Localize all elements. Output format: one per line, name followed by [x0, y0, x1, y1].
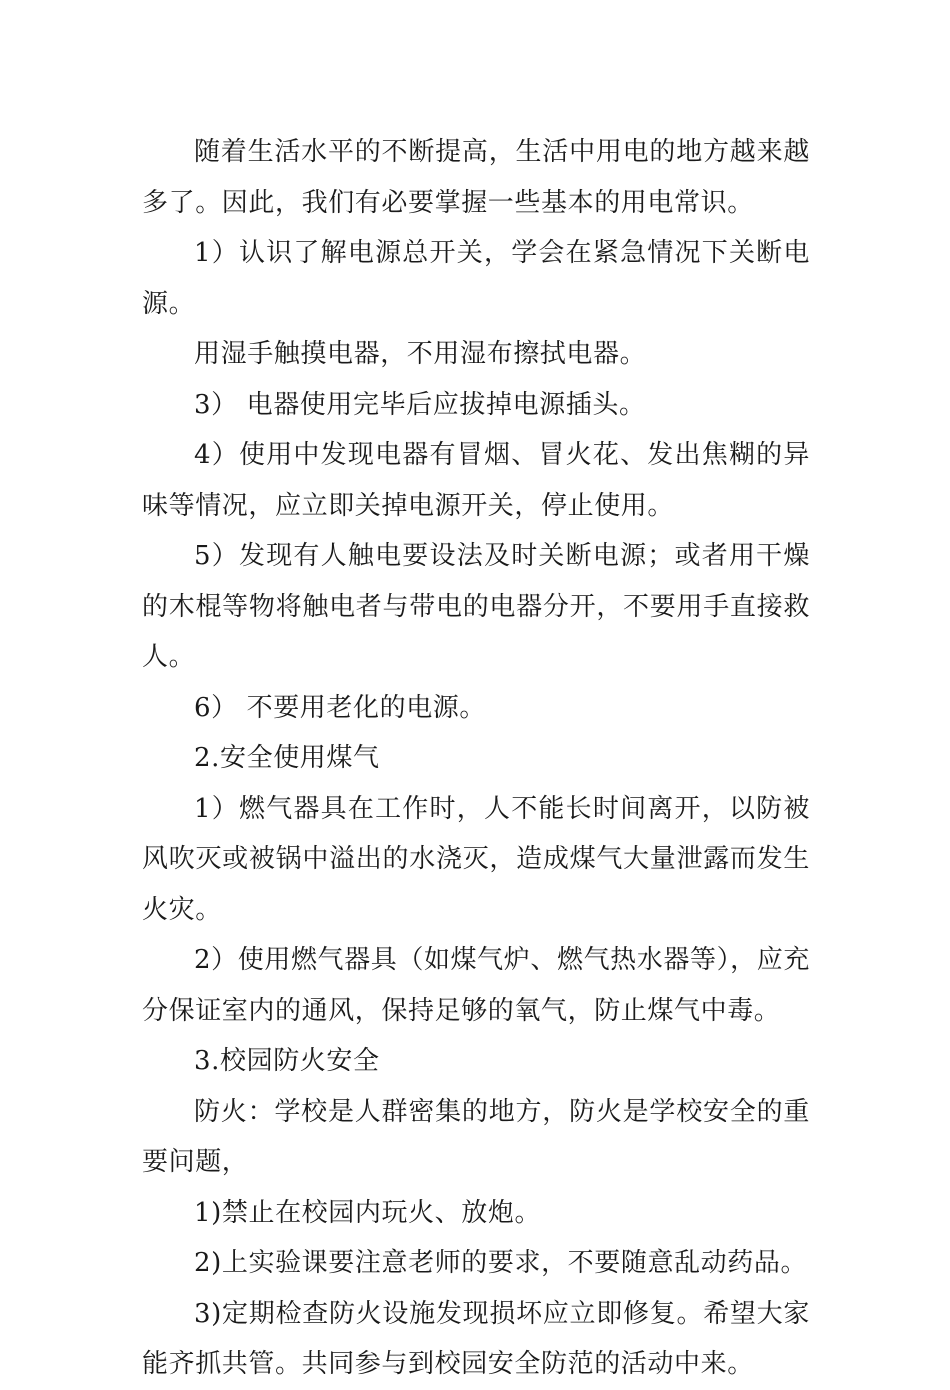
paragraph-intro: 随着生活水平的不断提高，生活中用电的地方越来越多了。因此，我们有必要掌握一些基本的用电常识。 [142, 137, 810, 218]
paragraph-electric-item-6: 6） 不要用老化的电源。 [194, 692, 487, 723]
paragraph-electric-item-1: 1）认识了解电源总开关，学会在紧急情况下关断电源。 [142, 238, 810, 319]
paragraph-electric-item-5: 5）发现有人触电要设法及时关断电源；或者用干燥的木棍等物将触电者与带电的电器分开，不要用手直接救人。 [142, 541, 810, 672]
section-heading-gas-safety: 2.安全使用煤气 [194, 743, 380, 773]
paragraph-fire-item-1: 1)禁止在校园内玩火、放炮。 [194, 1197, 542, 1228]
paragraph-electric-item-2: 用湿手触摸电器，不用湿布擦拭电器。 [194, 339, 647, 369]
paragraph-fire-intro: 防火：学校是人群密集的地方，防火是学校安全的重要问题， [142, 1096, 810, 1177]
paragraph-gas-item-2: 2）使用燃气器具（如煤气炉、燃气热水器等），应充分保证室内的通风，保持足够的氧气，防止煤气中毒。 [142, 945, 810, 1026]
paragraph-fire-item-2: 2)上实验课要注意老师的要求，不要随意乱动药品。 [194, 1248, 808, 1278]
paragraph-fire-item-3: 3)定期检查防火设施发现损坏应立即修复。希望大家能齐抓共管。共同参与到校园安全防范的活动中来。 [142, 1298, 810, 1379]
section-heading-fire-safety: 3.校园防火安全 [194, 1046, 380, 1076]
paragraph-electric-item-3: 3） 电器使用完毕后应拔掉电源插头。 [194, 389, 646, 420]
paragraph-gas-item-1: 1）燃气器具在工作时，人不能长时间离开，以防被风吹灭或被锅中溢出的水浇灭，造成煤气大量泄露而发生火灾。 [142, 793, 810, 925]
paragraph-electric-item-4: 4）使用中发现电器有冒烟、冒火花、发出焦糊的异味等情况，应立即关掉电源开关，停止使用。 [142, 440, 810, 521]
document-body [142, 127, 810, 1390]
